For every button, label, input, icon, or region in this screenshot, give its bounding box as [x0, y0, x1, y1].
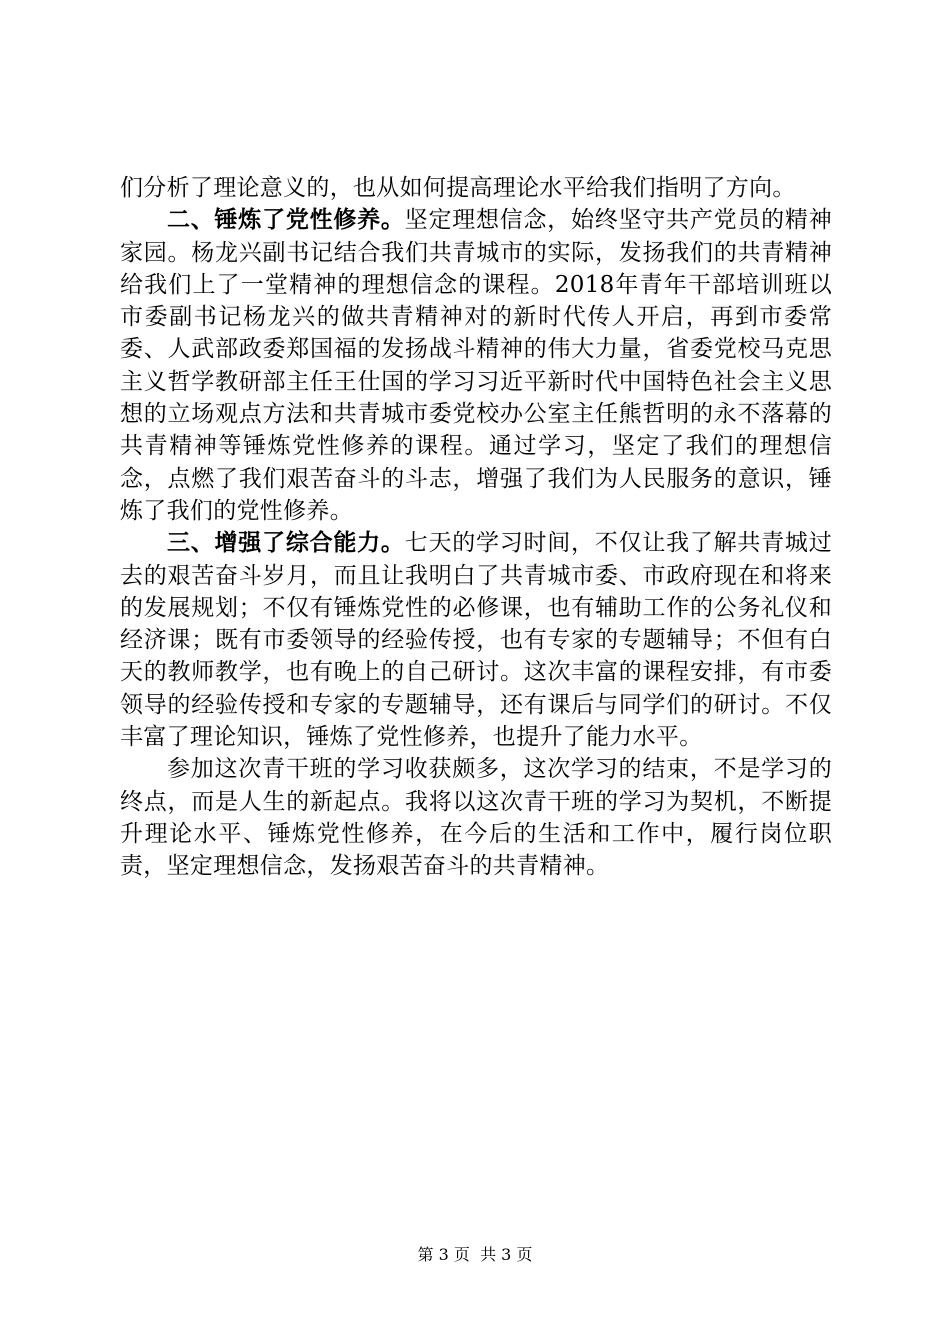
paragraph-continuation: [120, 172, 832, 204]
section-heading: 二、锤炼了党性修养。: [167, 206, 405, 234]
document-body: [120, 172, 832, 883]
paragraph-party-spirit: [120, 204, 832, 527]
paragraph-text: 参加这次青干班的学习收获颇多，这次学习的结束，不是学习的终点，而是人生的新起点。我将以这次青干班的学习为契机，不断提升理论水平、锤炼党性修养，在今后的生活和工作中，履行岗位职责，坚定理想信念，发扬艰苦奋斗的共青精神。: [120, 756, 832, 880]
paragraph-text: 们分析了理论意义的，也从如何提高理论水平给我们指明了方向。: [120, 175, 796, 201]
page-number-footer: 第 3 页 共 3 页: [417, 1245, 533, 1264]
section-heading: 三、增强了综合能力。: [167, 529, 405, 557]
paragraph-text: 坚定理想信念，始终坚守共产党员的精神家园。杨龙兴副书记结合我们共青城市的实际，发扬我们的共青精神给我们上了一堂精神的理想信念的课程。2018年青年干部培训班以市委副书记杨龙兴的做共青精神对的新时代传人开启，再到市委常委、人武部政委郑国福的发扬战斗精神的伟大力量，省委党校马克思主义哲学教研部主任王仕国的学习习近平新时代中国特色社会主义思想的立场观点方法和共青城市委党校办公室主任熊哲明的永不落幕的共青精神等锤炼党性修养的课程。通过学习，坚定了我们的理想信念，点燃了我们艰苦奋斗的斗志，增强了我们为人民服务的意识，锤炼了我们的党性修养。: [120, 207, 833, 524]
paragraph-text: 七天的学习时间，不仅让我了解共青城过去的艰苦奋斗岁月，而且让我明白了共青城市委、市政府现在和将来的发展规划；不仅有锤炼党性的必修课，也有辅助工作的公务礼仪和经济课；既有市委领导的经验传授，也有专家的专题辅导；不但有白天的教师教学，也有晚上的自己研讨。这次丰富的课程安排，有市委领导的经验传授和专家的专题辅导，还有课后与同学们的研讨。不仅丰富了理论知识，锤炼了党性修养，也提升了能力水平。: [120, 530, 833, 751]
paragraph-conclusion: [120, 753, 832, 882]
paragraph-comprehensive-ability: [120, 527, 832, 753]
